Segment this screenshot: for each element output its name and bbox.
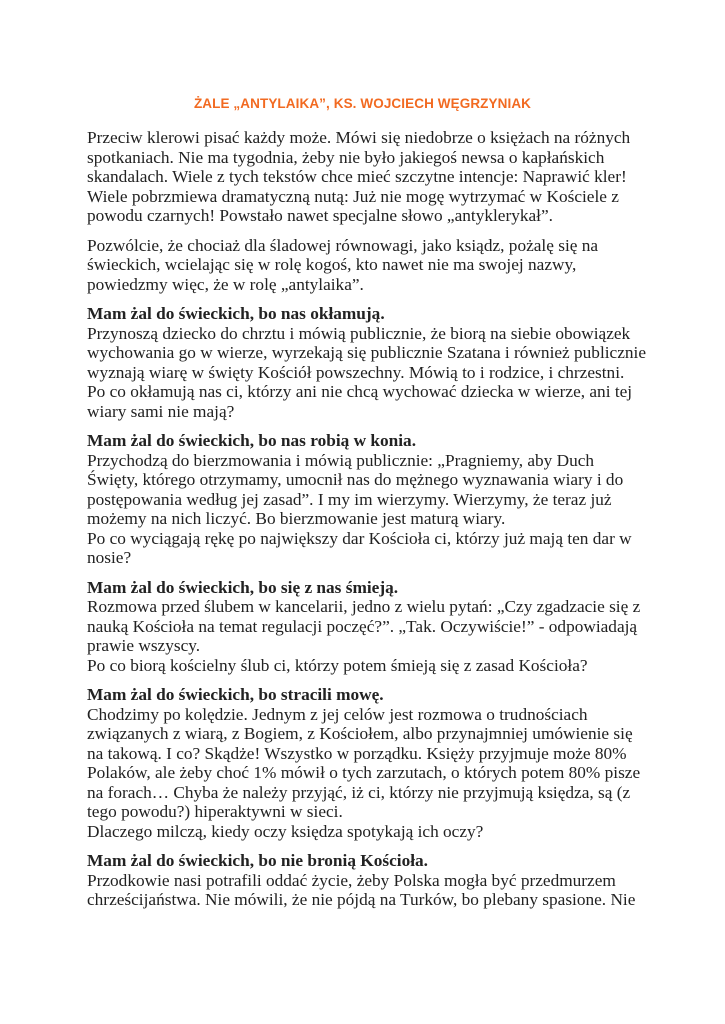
section-fooling (87, 431, 647, 568)
section-body: Chodzimy po kolędzie. Jednym z jej celów jest rozmowa o trudnościach związanych z wiarą, z Bogiem, z Kościołem, albo przynajmniej umówienie się na takową. I co? Skądże! Wszystko w porządku. Księży przyjmuje może 80% Polaków, ale żeby choć 1% mówił o tych zarzutach, o których potem 80% pisze na forach… Chyba że należy przyjąć, iż ci, którzy nie przyjmują księdza, są (z tego powodu?) hiperaktywni w sieci. (87, 704, 641, 821)
intro-paragraph-1: Przeciw klerowi pisać każdy może. Mówi się niedobrze o księżach na różnych spotkaniach. Nie ma tygodnia, żeby nie było jakiegoś newsa o kapłańskich skandalach. Wiele z tych tekstów chce mieć szczytne intencje: Naprawić kler! Wiele pobrzmiewa dramatyczną nutą: Już nie mogę wytrzymać w Kościele z powodu czarnych! Powstało nawet specjalne słowo „antyklerykał”. (87, 128, 631, 225)
intro-paragraph-2: Pozwólcie, że chociaż dla śladowej równowagi, jako ksiądz, pożalę się na świeckich, wcielając się w rolę kogoś, kto nawet nie ma swojej nazwy, powiedzmy więc, że w rolę „antylaika”. (87, 235, 599, 294)
section-body: Rozmowa przed ślubem w kancelarii, jedno z wielu pytań: „Czy zgadzacie się z nauką Kościoła na temat regulacji poczęć?”. „Tak. Oczywiście!” - odpowiadają prawie wszyscy. (87, 597, 641, 655)
section-question: Po co biorą kościelny ślub ci, którzy potem śmieją się z zasad Kościoła? (87, 655, 588, 675)
section-heading: Mam żal do świeckich, bo stracili mowę. (87, 685, 384, 704)
document-body (87, 128, 647, 920)
section-question: Po co okłamują nas ci, którzy ani nie chcą wychować dziecka w wierze, ani tej wiary sami nie mają? (87, 382, 633, 421)
section-defense (87, 851, 647, 910)
section-laughing (87, 578, 647, 676)
section-body: Przychodzą do bierzmowania i mówią publicznie: „Pragniemy, aby Duch Święty, którego otrzymamy, umocnił nas do mężnego wyznawania wiary i do postępowania według jej zasad”. I my im wierzymy. Wierzymy, że teraz już możemy na nich liczyć. Bo bierzmowanie jest maturą wiary. (87, 450, 624, 528)
section-question: Po co wyciągają rękę po największy dar Kościoła ci, którzy już mają ten dar w nosie? (87, 528, 632, 567)
section-lies (87, 304, 647, 421)
section-heading: Mam żal do świeckich, bo się z nas śmieją. (87, 577, 399, 597)
section-heading: Mam żal do świeckich, bo nas okłamują. (87, 304, 385, 323)
section-body: Przodkowie nasi potrafili oddać życie, żeby Polska mogła być przedmurzem chrześcijaństwa. Nie mówili, że nie pójdą na Turków, bo plebany spasione. Nie (87, 870, 636, 909)
section-silence (87, 685, 647, 841)
section-heading: Mam żal do świeckich, bo nas robią w konia. (87, 431, 417, 450)
document-title: ŻALE „ANTYLAIKA”, KS. WOJCIECH WĘGRZYNIAK (193, 96, 532, 111)
section-question: Dlaczego milczą, kiedy oczy księdza spotykają ich oczy? (87, 821, 484, 841)
section-heading: Mam żal do świeckich, bo nie bronią Kościoła. (87, 851, 428, 870)
section-body: Przynoszą dziecko do chrztu i mówią publicznie, że biorą na siebie obowiązek wychowania go w wierze, wyrzekają się publicznie Szatana i również publicznie wyznają wiarę w święty Kościół powszechny. Mówią to i rodzice, i chrzestni. (87, 323, 647, 382)
